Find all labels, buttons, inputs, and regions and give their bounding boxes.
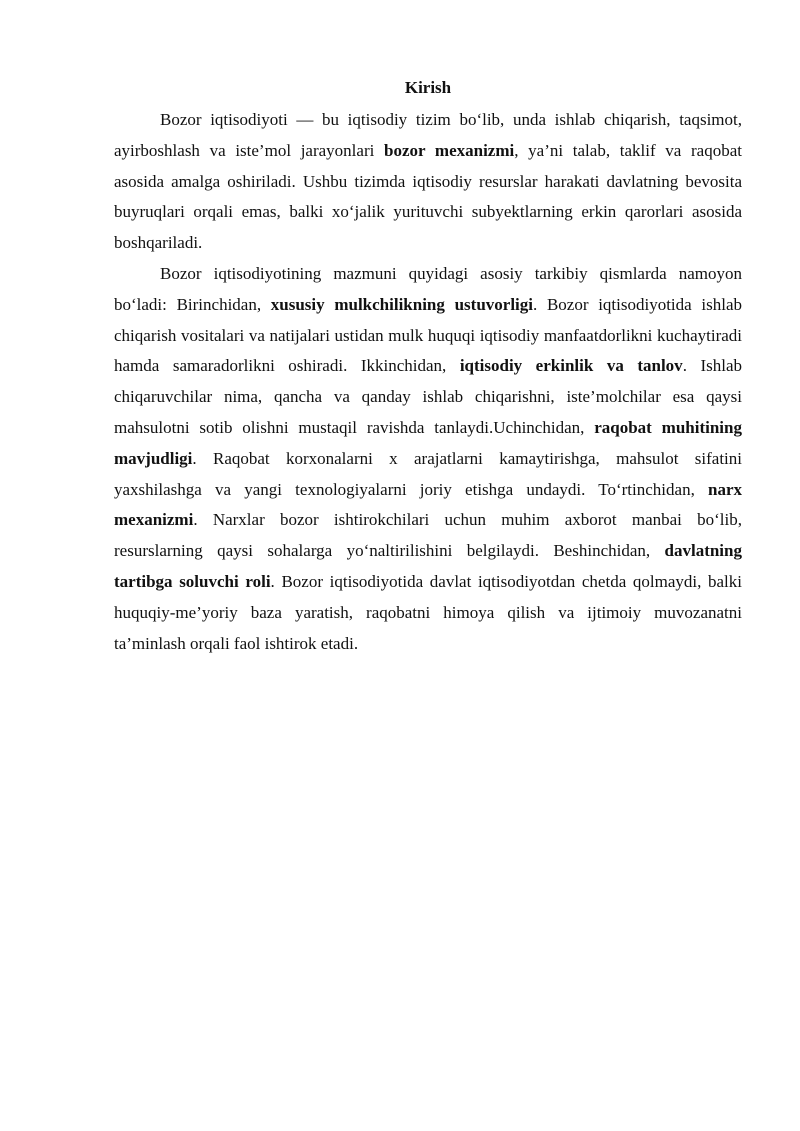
bold-term: raqobat muhitining mavjudligi <box>114 417 742 468</box>
paragraph-text: Bozor iqtisodiyotining mazmuni quyidagi asosiy tarkibiy qismlarda namoyon bo‘ladi: Birinchidan, <box>114 263 742 314</box>
paragraph-text: . Narxlar bozor ishtirokchilari uchun muhim axborot manbai bo‘lib, resurslarning qaysi sohalarga yo‘naltirilishini belgilaydi. Beshinchidan, <box>114 510 742 561</box>
paragraph-components <box>114 259 742 659</box>
paragraph-text: , ya’ni talab, taklif va raqobat asosida amalga oshiriladi. Ushbu tizimda iqtisodiy resurslar harakati davlatning bevosita buyruqlari orqali emas, balki xo‘jalik yurituvchi subyektlarning erkin qarorlari asosida boshqariladi. <box>114 140 742 253</box>
paragraph-text: . Raqobat korxonalarni x arajatlarni kamaytirishga, mahsulot sifatini yaxshilashga va yangi texnologiyalarni joriy etishga undaydi. To‘rtinchidan, <box>114 448 742 499</box>
paragraph-text: . Bozor iqtisodiyotida ishlab chiqarish vositalari va natijalari ustidan mulk huquqi iqtisodiy manfaatdorlikni kuchaytiradi hamda samaradorlikni oshiradi. Ikkinchidan, <box>114 294 742 376</box>
page-title: Kirish <box>404 78 452 97</box>
document-page <box>114 74 742 659</box>
paragraph-text: . Ishlab chiqaruvchilar nima, qancha va qanday ishlab chiqarishni, iste’molchilar esa qaysi mahsulotni sotib olishni mustaqil ravishda tanlaydi.Uchinchidan, <box>114 356 742 437</box>
bold-term: xususiy mulkchilikning ustuvorligi <box>270 294 533 314</box>
bold-term: narx mexanizmi <box>114 479 742 530</box>
bold-term: davlatning tartibga soluvchi roli <box>114 541 742 591</box>
paragraph-intro <box>114 105 742 259</box>
bold-term: bozor mexanizmi <box>384 140 515 160</box>
paragraph-text: . Bozor iqtisodiyotida davlat iqtisodiyotdan chetda qolmaydi, balki huquqiy-me’yoriy baza yaratish, raqobatni himoya qilish va ijtimoiy muvozanatni ta’minlash orqali faol ishtirok etadi. <box>114 571 742 653</box>
paragraph-text: Bozor iqtisodiyoti — bu iqtisodiy tizim bo‘lib, unda ishlab chiqarish, taqsimot, ayirboshlash va iste’mol jarayonlari <box>114 110 742 160</box>
bold-term: iqtisodiy erkinlik va tanlov <box>459 356 683 376</box>
